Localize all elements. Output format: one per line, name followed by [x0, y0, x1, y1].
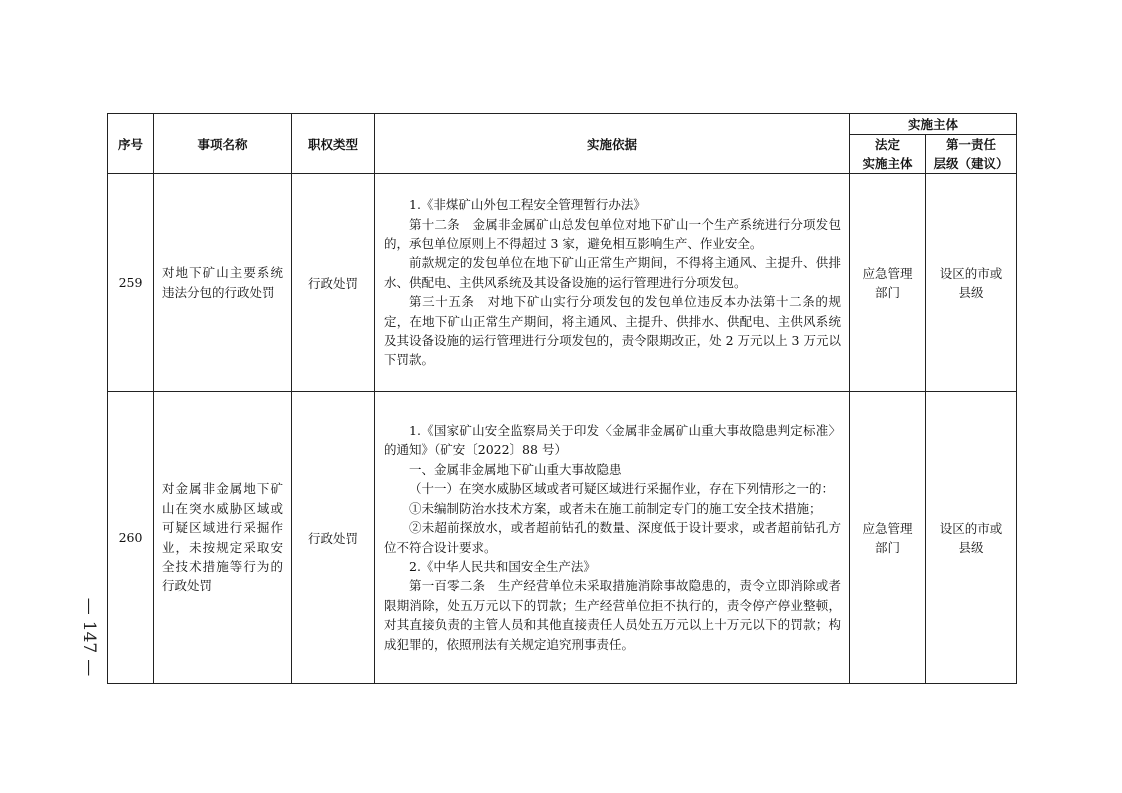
header-first-level-line-1: 第一责任 [946, 137, 997, 152]
basis-paragraph: ②未超前探放水，或者超前钻孔的数量、深度低于设计要求，或者超前钻孔方位不符合设计要求。 [384, 520, 841, 555]
table-row [108, 392, 1017, 684]
row-basis [375, 174, 850, 392]
basis-paragraph: 2.《中华人民共和国安全生产法》 [409, 558, 596, 574]
row-legal-subject [850, 392, 926, 684]
header-basis: 实施依据 [375, 114, 850, 174]
basis-paragraph: 前款规定的发包单位在地下矿山正常生产期间，不得将主通风、主提升、供排水、供配电、主供风系统及其设备设施的运行管理进行分项发包。 [384, 255, 841, 290]
header-legal-subject-line-2: 实施主体 [862, 156, 913, 171]
header-subject: 实施主体 [850, 114, 1017, 135]
row-item-name: 对金属非金属地下矿山在突水威胁区域或可疑区域进行采掘作业，未按规定采取安全技术措施等行为的行政处罚 [154, 392, 292, 684]
basis-paragraph: 第十二条 金属非金属矿山总发包单位对地下矿山一个生产系统进行分项发包的，承包单位原则上不得超过 3 家，避免相互影响生产、作业安全。 [384, 216, 841, 251]
header-first-level [926, 135, 1017, 174]
basis-paragraph: 1.《非煤矿山外包工程安全管理暂行办法》 [409, 197, 646, 213]
header-legal-subject [850, 135, 926, 174]
basis-paragraph: ①未编制防治水技术方案，或者未在施工前制定专门的施工安全技术措施； [409, 500, 822, 516]
legal-subject-line-1: 应急管理 [862, 265, 913, 281]
header-type: 职权类型 [292, 114, 375, 174]
row-first-level [926, 392, 1017, 684]
row-first-level [926, 174, 1017, 392]
first-level-line-2: 县级 [958, 284, 984, 300]
first-level-line-1: 设区的市或 [939, 520, 1003, 536]
row-power-type: 行政处罚 [292, 392, 375, 684]
page-number-dash-right: — [79, 659, 99, 677]
legal-subject-line-2: 部门 [874, 284, 900, 300]
header-seq: 序号 [108, 114, 154, 174]
first-level-line-2: 县级 [958, 539, 984, 555]
row-legal-subject [850, 174, 926, 392]
basis-paragraph: 一、金属非金属地下矿山重大事故隐患 [409, 461, 622, 477]
enforcement-table [107, 113, 1017, 684]
page-number [34, 597, 144, 677]
header-first-level-line-2: 层级（建议） [933, 156, 1009, 171]
row-item-name: 对地下矿山主要系统违法分包的行政处罚 [154, 174, 292, 392]
legal-subject-line-2: 部门 [874, 539, 900, 555]
basis-paragraph: 1.《国家矿山安全监察局关于印发〈金属非金属矿山重大事故隐患判定标准〉的通知》（矿安〔2022〕88 号） [384, 423, 841, 458]
table-row [108, 174, 1017, 392]
basis-paragraph: 第一百零二条 生产经营单位未采取措施消除事故隐患的，责令立即消除或者限期消除，处五万元以下的罚款；生产经营单位拒不执行的，责令停产停业整顿，对其直接负责的主管人员和其他直接责任人员处五万元以上十万元以下的罚款；构成犯罪的，依照刑法有关规定追究刑事责任。 [384, 578, 841, 652]
first-level-line-1: 设区的市或 [939, 265, 1003, 281]
page-number-dash-left: — [79, 597, 99, 615]
basis-paragraph: （十一）在突水威胁区域或者可疑区域进行采掘作业，存在下列情形之一的： [409, 481, 835, 497]
row-seq: 260 [108, 392, 154, 684]
header-name: 事项名称 [154, 114, 292, 174]
header-row-top [108, 114, 1017, 135]
page-number-value: 147 [79, 620, 99, 654]
row-power-type: 行政处罚 [292, 174, 375, 392]
header-legal-subject-line-1: 法定 [874, 137, 900, 152]
row-basis [375, 392, 850, 684]
row-seq: 259 [108, 174, 154, 392]
basis-paragraph: 第三十五条 对地下矿山实行分项发包的发包单位违反本办法第十二条的规定，在地下矿山正常生产期间，将主通风、主提升、供排水、供配电、主供风系统及其设备设施的运行管理进行分项发包的，责令限期改正，处 2 万元以上 3 万元以下罚款。 [384, 294, 841, 368]
legal-subject-line-1: 应急管理 [862, 520, 913, 536]
